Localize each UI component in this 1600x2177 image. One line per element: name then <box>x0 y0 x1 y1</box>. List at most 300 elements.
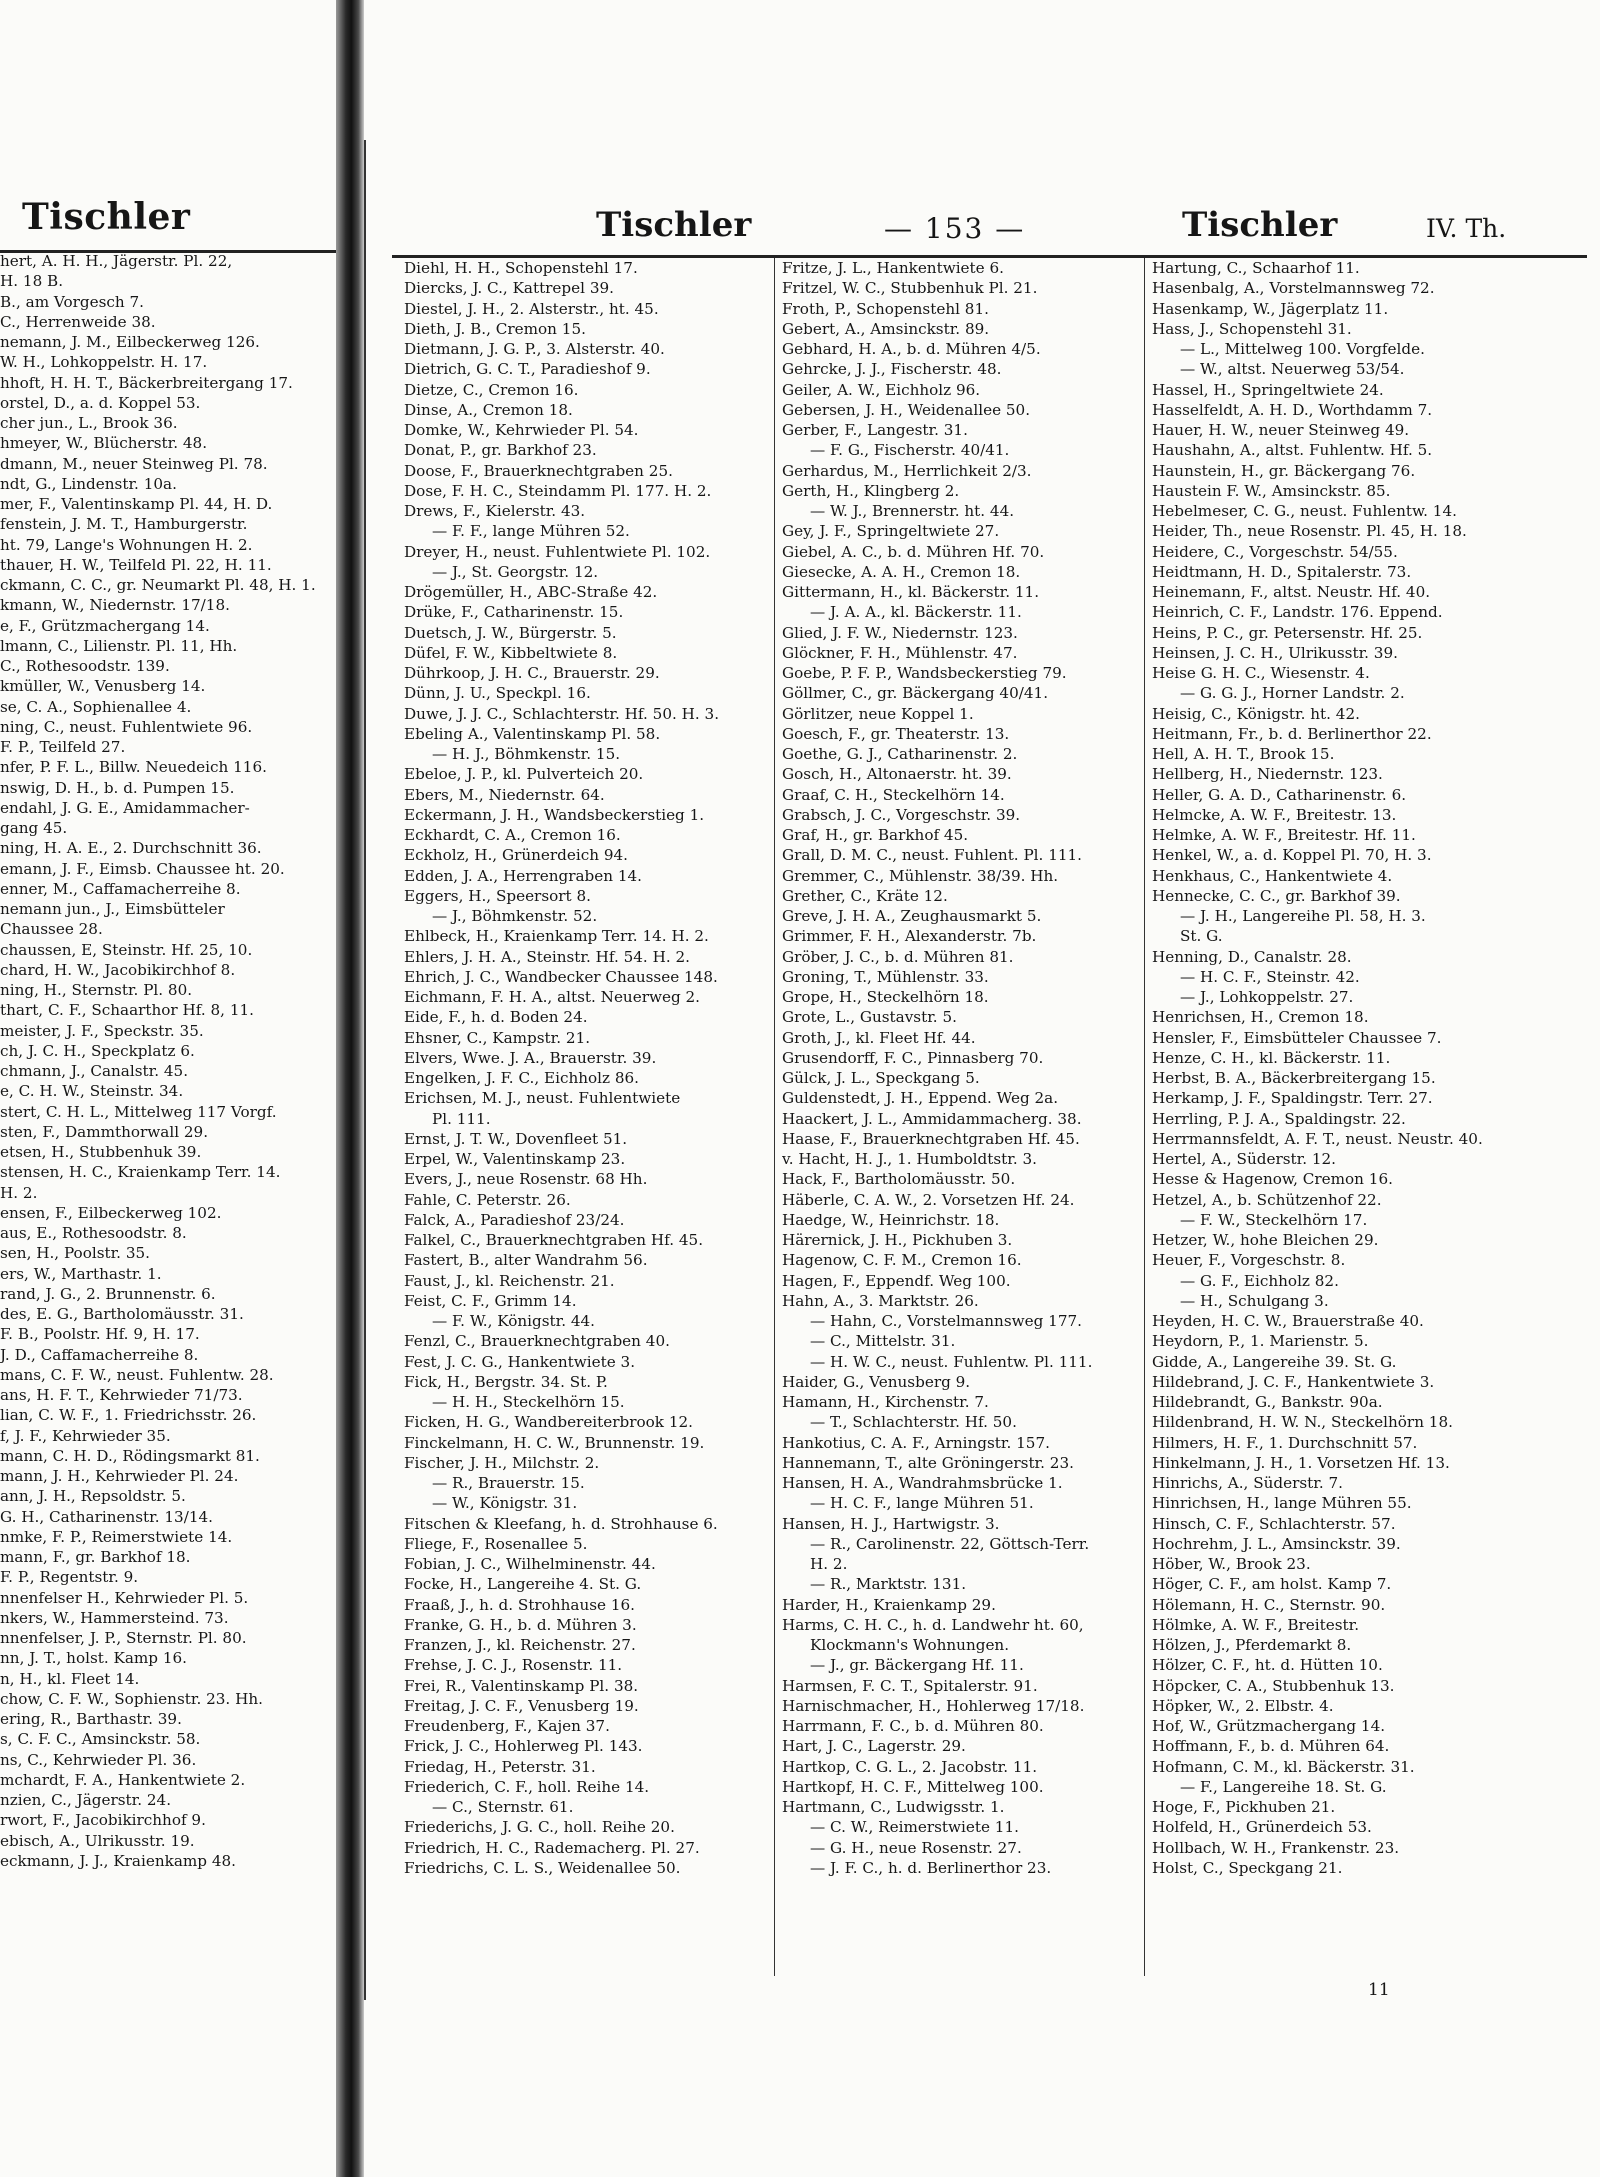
left-page <box>0 0 336 2177</box>
directory-entry: Gey, J. F., Springeltwiete 27. <box>782 522 1000 541</box>
directory-entry: Drews, F., Kielerstr. 43. <box>404 502 586 520</box>
directory-entry: — H. C. F., Steinstr. 42. <box>1180 967 1360 986</box>
directory-entry: — J. H., Langereihe Pl. 58, H. 3. <box>1180 907 1426 925</box>
left-page-entries <box>0 251 336 1871</box>
directory-entry: Harmsen, F. C. T., Spitalerstr. 91. <box>782 1676 1038 1695</box>
directory-entry: Grall, D. M. C., neust. Fuhlent. Pl. 111. <box>782 846 1083 865</box>
directory-entry: Hahn, A., 3. Marktstr. 26. <box>782 1291 979 1310</box>
directory-entry: Henkhaus, C., Hankentwiete 4. <box>1152 866 1393 885</box>
directory-entry: Eggers, H., Speersort 8. <box>404 886 591 905</box>
directory-entry: ndt, G., Lindenstr. 10a. <box>0 474 177 493</box>
left-page-heading: Tischler <box>22 196 191 238</box>
right-page <box>364 0 1600 2177</box>
directory-entry: Hof, W., Grützmachergang 14. <box>1152 1717 1386 1735</box>
directory-entry: Graf, H., gr. Barkhof 45. <box>782 826 969 844</box>
directory-entry: — R., Brauerstr. 15. <box>432 1474 585 1492</box>
directory-entry: Falkel, C., Brauerknechtgraben Hf. 45. <box>404 1231 704 1249</box>
directory-entry: Hensler, F., Eimsbütteler Chaussee 7. <box>1152 1028 1442 1047</box>
directory-entry: Dietmann, J. G. P., 3. Alsterstr. 40. <box>404 340 665 358</box>
directory-entry: Höpcker, C. A., Stubbenhuk 13. <box>1152 1676 1395 1695</box>
directory-entry: stert, C. H. L., Mittelweg 117 Vorgf. <box>0 1102 277 1121</box>
directory-entry: Haushahn, A., altst. Fuhlentw. Hf. 5. <box>1152 441 1433 460</box>
directory-entry: Höpker, W., 2. Elbstr. 4. <box>1152 1696 1334 1715</box>
directory-entry: F. P., Regentstr. 9. <box>0 1568 139 1587</box>
directory-entry: — W., Königstr. 31. <box>432 1494 578 1513</box>
directory-entry: Gosch, H., Altonaerstr. ht. 39. <box>782 765 1012 784</box>
directory-entry: Hinkelmann, J. H., 1. Vorsetzen Hf. 13. <box>1152 1453 1450 1472</box>
directory-entry: Härernick, J. H., Pickhuben 3. <box>782 1231 1013 1249</box>
directory-entry: — R., Marktstr. 131. <box>810 1575 967 1594</box>
directory-entry: Heidere, C., Vorgeschstr. 54/55. <box>1152 542 1398 561</box>
directory-entry: Fritze, J. L., Hankentwiete 6. <box>782 259 1004 277</box>
directory-entry: aus, E., Rothesoodstr. 8. <box>0 1224 187 1242</box>
directory-entry: Haunstein, H., gr. Bäckergang 76. <box>1152 461 1416 480</box>
directory-entry: Friedrich, H. C., Rademacherg. Pl. 27. <box>404 1838 700 1857</box>
directory-entry: Hannemann, T., alte Gröningerstr. 23. <box>782 1453 1074 1472</box>
directory-entry: — C. W., Reimerstwiete 11. <box>810 1818 1019 1837</box>
directory-entry: Hetzel, A., b. Schützenhof 22. <box>1152 1190 1382 1209</box>
directory-entry: Hauer, H. W., neuer Steinweg 49. <box>1152 421 1410 439</box>
directory-entry: Dinse, A., Cremon 18. <box>404 400 573 419</box>
directory-entry: Eckholz, H., Grünerdeich 94. <box>404 846 629 865</box>
directory-entry: — R., Carolinenstr. 22, Göttsch-Terr. <box>810 1534 1090 1553</box>
page-heading: Tischler <box>596 205 752 245</box>
directory-entry: St. G. <box>1180 927 1223 946</box>
directory-entry: ht. 79, Lange's Wohnungen H. 2. <box>0 535 253 554</box>
directory-entry: Friederich, C. F., holl. Reihe 14. <box>404 1777 650 1796</box>
directory-entry: Greve, J. H. A., Zeughausmarkt 5. <box>782 907 1042 925</box>
directory-entry: Gebhard, H. A., b. d. Mühren 4/5. <box>782 340 1041 358</box>
directory-entry: — H. W. C., neust. Fuhlentw. Pl. 111. <box>810 1352 1093 1371</box>
directory-entry: Hasenkamp, W., Jägerplatz 11. <box>1152 299 1389 318</box>
directory-entry: Gidde, A., Langereihe 39. St. G. <box>1152 1352 1397 1371</box>
directory-entry: gang 45. <box>0 819 68 837</box>
directory-entry: cher jun., L., Brook 36. <box>0 414 178 432</box>
directory-entry: Dietrich, G. C. T., Paradieshof 9. <box>404 360 651 379</box>
directory-entry: Friedag, H., Peterstr. 31. <box>404 1757 596 1776</box>
directory-entry: Hölzer, C. F., ht. d. Hütten 10. <box>1152 1656 1383 1675</box>
directory-entry: thart, C. F., Schaarthor Hf. 8, 11. <box>0 1001 254 1020</box>
directory-entry: Giesecke, A. A. H., Cremon 18. <box>782 562 1021 581</box>
directory-entry: Froth, P., Schopenstehl 81. <box>782 299 989 318</box>
directory-entry: Groning, T., Mühlenstr. 33. <box>782 967 989 986</box>
directory-entry: Gröber, J. C., b. d. Mühren 81. <box>782 947 1014 966</box>
directory-entry: Elvers, Wwe. J. A., Brauerstr. 39. <box>404 1048 657 1067</box>
directory-entry: nswig, D. H., b. d. Pumpen 15. <box>0 778 235 797</box>
directory-entry: Hölmke, A. W. F., Breitestr. <box>1152 1615 1360 1634</box>
directory-entry: Harnischmacher, H., Hohlerweg 17/18. <box>782 1696 1085 1715</box>
directory-entry: Ebeloe, J. P., kl. Pulverteich 20. <box>404 765 644 784</box>
directory-entry: Fobian, J. C., Wilhelminenstr. 44. <box>404 1555 656 1573</box>
directory-entry: G. H., Catharinenstr. 13/14. <box>0 1507 213 1526</box>
directory-entry: C., Herrenweide 38. <box>0 312 156 331</box>
directory-entry: Fischer, J. H., Milchstr. 2. <box>404 1453 600 1472</box>
directory-entry: Heidtmann, H. D., Spitalerstr. 73. <box>1152 562 1412 581</box>
directory-entry: Fastert, B., alter Wandrahm 56. <box>404 1251 648 1270</box>
directory-entry: Groth, J., kl. Fleet Hf. 44. <box>782 1028 976 1047</box>
directory-entry: Dieth, J. B., Cremon 15. <box>404 319 586 338</box>
directory-entry: — H. C. F., lange Mühren 51. <box>810 1494 1034 1513</box>
directory-entry: nzien, C., Jägerstr. 24. <box>0 1791 172 1809</box>
directory-entry: v. Hacht, H. J., 1. Humboldtstr. 3. <box>782 1150 1037 1168</box>
directory-entry: nnenfelser H., Kehrwieder Pl. 5. <box>0 1588 249 1607</box>
directory-entry: n, H., kl. Fleet 14. <box>0 1669 140 1688</box>
directory-entry: eckmann, J. J., Kraienkamp 48. <box>0 1851 236 1870</box>
directory-entry: ning, C., neust. Fuhlentwiete 96. <box>0 717 253 736</box>
directory-entry: Hinrichs, A., Süderstr. 7. <box>1152 1474 1343 1492</box>
directory-entry: Hildebrandt, G., Bankstr. 90a. <box>1152 1393 1383 1411</box>
directory-entry: enner, M., Caffamacherreihe 8. <box>0 879 241 898</box>
directory-entry: Ehsner, C., Kampstr. 21. <box>404 1028 591 1047</box>
directory-entry: e, F., Grützmachergang 14. <box>0 616 210 635</box>
directory-entry: Heydorn, P., 1. Marienstr. 5. <box>1152 1332 1369 1351</box>
directory-entry: — F., Langereihe 18. St. G. <box>1180 1777 1387 1796</box>
directory-entry: fenstein, J. M. T., Hamburgerstr. <box>0 515 248 534</box>
directory-entry: Goethe, G. J., Catharinenstr. 2. <box>782 745 1018 763</box>
directory-entry: — W., altst. Neuerweg 53/54. <box>1180 360 1405 379</box>
directory-entry: Hochrehm, J. L., Amsinckstr. 39. <box>1152 1534 1401 1553</box>
directory-entry: ering, R., Barthastr. 39. <box>0 1710 182 1728</box>
directory-entry: stensen, H. C., Kraienkamp Terr. 14. <box>0 1163 281 1182</box>
directory-entry: Fraaß, J., h. d. Strohhause 16. <box>404 1595 635 1614</box>
directory-entry: Holst, C., Speckgang 21. <box>1152 1858 1343 1877</box>
directory-entry: — H. J., Böhmkenstr. 15. <box>432 745 621 763</box>
directory-entry: s, C. F. C., Amsinckstr. 58. <box>0 1730 201 1749</box>
directory-entry: Grether, C., Kräte 12. <box>782 886 948 905</box>
directory-entry: Hertel, A., Süderstr. 12. <box>1152 1150 1336 1168</box>
directory-entry: Hass, J., Schopenstehl 31. <box>1152 319 1352 338</box>
directory-entry: Hart, J. C., Lagerstr. 29. <box>782 1737 966 1756</box>
directory-entry: Gremmer, C., Mühlenstr. 38/39. Hh. <box>782 866 1059 885</box>
directory-entry: — F. W., Königstr. 44. <box>432 1312 596 1330</box>
directory-entry: Heins, P. C., gr. Petersenstr. Hf. 25. <box>1152 623 1423 642</box>
directory-entry: Freitag, J. C. F., Venusberg 19. <box>404 1696 639 1715</box>
directory-entry: — J., Böhmkenstr. 52. <box>432 907 598 925</box>
directory-entry: Ficken, H. G., Wandbereiterbrook 12. <box>404 1413 693 1432</box>
directory-entry: Heller, G. A. D., Catharinenstr. 6. <box>1152 785 1407 804</box>
directory-entry: W. H., Lohkoppelstr. H. 17. <box>0 353 208 372</box>
directory-entry: Giebel, A. C., b. d. Mühren Hf. 70. <box>782 542 1045 561</box>
directory-entry: meister, J. F., Speckstr. 35. <box>0 1021 204 1040</box>
directory-entry: Drögemüller, H., ABC-Straße 42. <box>404 583 658 601</box>
directory-entry: Duetsch, J. W., Bürgerstr. 5. <box>404 623 617 642</box>
directory-entry: Fest, J. C. G., Hankentwiete 3. <box>404 1352 636 1371</box>
directory-entry: nemann, J. M., Eilbeckerweg 126. <box>0 333 260 351</box>
directory-entry: Graaf, C. H., Steckelhörn 14. <box>782 785 1005 804</box>
directory-entry: Holfeld, H., Grünerdeich 53. <box>1152 1818 1372 1837</box>
directory-entry: Friedrichs, C. L. S., Weidenallee 50. <box>404 1858 681 1877</box>
directory-entry: f, J. F., Kehrwieder 35. <box>0 1426 171 1445</box>
directory-entry: Frick, J. C., Hohlerweg Pl. 143. <box>404 1737 643 1756</box>
directory-entry: Gerber, F., Langestr. 31. <box>782 421 968 439</box>
directory-entry: — F. W., Steckelhörn 17. <box>1180 1210 1368 1229</box>
directory-entry: Gülck, J. L., Speckgang 5. <box>782 1069 980 1087</box>
directory-entry: ckmann, C. C., gr. Neumarkt Pl. 48, H. 1. <box>0 576 316 594</box>
directory-entry: Harrmann, F. C., b. d. Mühren 80. <box>782 1717 1044 1735</box>
directory-entry: mchardt, F. A., Hankentwiete 2. <box>0 1770 246 1789</box>
directory-entry: Franzen, J., kl. Reichenstr. 27. <box>404 1636 636 1654</box>
directory-entry: Fliege, F., Rosenallee 5. <box>404 1534 588 1553</box>
directory-entry: Dietze, C., Cremon 16. <box>404 380 579 399</box>
directory-entry: mann, C. H. D., Rödingsmarkt 81. <box>0 1446 260 1465</box>
directory-entry: Gerth, H., Klingberg 2. <box>782 481 960 500</box>
directory-entry: Herbst, B. A., Bäckerbreitergang 15. <box>1152 1069 1436 1087</box>
directory-entry: Eckermann, J. H., Wandsbeckerstieg 1. <box>404 805 705 824</box>
directory-entry: Dünn, J. U., Speckpl. 16. <box>404 684 591 703</box>
page-heading-right: Tischler <box>1182 205 1338 245</box>
directory-entry: — F. F., lange Mühren 52. <box>432 522 630 541</box>
directory-entry: Fitschen & Kleefang, h. d. Strohhause 6. <box>404 1514 718 1533</box>
directory-entry: Höber, W., Brook 23. <box>1152 1555 1311 1573</box>
directory-entry: Henning, D., Canalstr. 28. <box>1152 947 1352 966</box>
directory-entry: — J., St. Georgstr. 12. <box>432 562 599 581</box>
directory-entry: Engelken, J. F. C., Eichholz 86. <box>404 1069 640 1087</box>
directory-entry: J. D., Caffamacherreihe 8. <box>0 1345 199 1364</box>
directory-entry: Diercks, J. C., Kattrepel 39. <box>404 279 614 298</box>
directory-entry: Grabsch, J. C., Vorgeschstr. 39. <box>782 805 1021 824</box>
directory-entry: Helmke, A. W. F., Breitestr. Hf. 11. <box>1152 826 1416 844</box>
directory-entry: Heyden, H. C. W., Brauerstraße 40. <box>1152 1312 1424 1330</box>
directory-entry: hert, A. H. H., Jägerstr. Pl. 22, <box>0 252 233 270</box>
directory-entry: Harder, H., Kraienkamp 29. <box>782 1595 996 1614</box>
directory-entry: — H., Schulgang 3. <box>1180 1291 1329 1310</box>
directory-entry: Gebert, A., Amsinckstr. 89. <box>782 319 990 338</box>
directory-entry: Henze, C. H., kl. Bäckerstr. 11. <box>1152 1048 1391 1067</box>
directory-entry: Pl. 111. <box>432 1109 491 1128</box>
directory-entry: Duwe, J. J. C., Schlachterstr. Hf. 50. H. 3. <box>404 704 720 723</box>
directory-entry: — J., Lohkoppelstr. 27. <box>1180 988 1354 1006</box>
directory-entry: — T., Schlachterstr. Hf. 50. <box>810 1413 1017 1432</box>
directory-entry: F. P., Teilfeld 27. <box>0 738 126 756</box>
directory-entry: nemann jun., J., Eimsbütteler <box>0 900 225 918</box>
directory-entry: Faust, J., kl. Reichenstr. 21. <box>404 1271 615 1290</box>
directory-entry: Hoffmann, F., b. d. Mühren 64. <box>1152 1737 1390 1756</box>
directory-entry: thauer, H. W., Teilfeld Pl. 22, H. 11. <box>0 555 272 574</box>
directory-entry: Ehlbeck, H., Kraienkamp Terr. 14. H. 2. <box>404 927 709 946</box>
directory-entry: — G. H., neue Rosenstr. 27. <box>810 1838 1022 1857</box>
directory-entry: chow, C. F. W., Sophienstr. 23. Hh. <box>0 1689 263 1708</box>
directory-entry: Hartkopf, H. C. F., Mittelweg 100. <box>782 1777 1044 1796</box>
directory-entry: — J. A. A., kl. Bäckerstr. 11. <box>810 603 1022 622</box>
directory-entry: — J. F. C., h. d. Berlinerthor 23. <box>810 1858 1052 1877</box>
directory-entry: endahl, J. G. E., Amidammacher- <box>0 798 250 817</box>
directory-entry: Erichsen, M. J., neust. Fuhlentwiete <box>404 1089 681 1108</box>
directory-entry: Ehlers, J. H. A., Steinstr. Hf. 54. H. 2. <box>404 947 690 966</box>
directory-entry: ebisch, A., Ulrikusstr. 19. <box>0 1831 195 1850</box>
directory-entry: Häberle, C. A. W., 2. Vorsetzen Hf. 24. <box>782 1190 1075 1209</box>
directory-entry: des, E. G., Bartholomäusstr. 31. <box>0 1305 244 1323</box>
directory-entry: Hansen, H. J., Hartwigstr. 3. <box>782 1514 1000 1533</box>
directory-entry: Ebers, M., Niedernstr. 64. <box>404 785 605 804</box>
directory-entry: ns, C., Kehrwieder Pl. 36. <box>0 1750 197 1769</box>
directory-entry: Hildenbrand, H. W. N., Steckelhörn 18. <box>1152 1413 1453 1432</box>
directory-entry: Edden, J. A., Herrengraben 14. <box>404 866 643 885</box>
directory-entry: Helmcke, A. W. F., Breitestr. 13. <box>1152 805 1397 824</box>
directory-entry: Fritzel, W. C., Stubbenhuk Pl. 21. <box>782 279 1038 298</box>
directory-entry: Geiler, A. W., Eichholz 96. <box>782 380 981 399</box>
directory-entry: Hagen, F., Eppendf. Weg 100. <box>782 1271 1011 1290</box>
directory-entry: nn, J. T., holst. Kamp 16. <box>0 1649 188 1668</box>
directory-entry: Grote, L., Gustavstr. 5. <box>782 1008 957 1027</box>
directory-entry: Goesch, F., gr. Theaterstr. 13. <box>782 724 1010 743</box>
directory-entry: — G. F., Eichholz 82. <box>1180 1271 1339 1290</box>
directory-entry: sen, H., Poolstr. 35. <box>0 1244 150 1263</box>
directory-entry: Hartkop, C. G. L., 2. Jacobstr. 11. <box>782 1757 1038 1776</box>
directory-entry: ning, H. A. E., 2. Durchschnitt 36. <box>0 839 262 858</box>
directory-entry: Heinsen, J. C. H., Ulrikusstr. 39. <box>1152 643 1398 662</box>
directory-entry: Herrmannsfeldt, A. F. T., neust. Neustr. 40. <box>1152 1129 1483 1148</box>
directory-entry: Hell, A. H. T., Brook 15. <box>1152 745 1335 763</box>
directory-entry: sten, F., Dammthorwall 29. <box>0 1122 209 1141</box>
directory-entry: e, C. H. W., Steinstr. 34. <box>0 1082 184 1101</box>
directory-entry: mann, J. H., Kehrwieder Pl. 24. <box>0 1467 239 1485</box>
directory-entry: ch, J. C. H., Speckplatz 6. <box>0 1041 195 1060</box>
directory-entry: ann, J. H., Repsoldstr. 5. <box>0 1487 186 1506</box>
directory-entry: Glied, J. F. W., Niedernstr. 123. <box>782 623 1018 642</box>
directory-entry: ning, H., Sternstr. Pl. 80. <box>0 981 193 999</box>
directory-entry: Hoge, F., Pickhuben 21. <box>1152 1798 1336 1816</box>
directory-entry: mann, F., gr. Barkhof 18. <box>0 1548 191 1566</box>
directory-entry: Haider, G., Venusberg 9. <box>782 1372 971 1391</box>
directory-entry: — H. H., Steckelhörn 15. <box>432 1393 625 1411</box>
directory-entry: Goebe, P. F. P., Wandsbeckerstieg 79. <box>782 664 1067 682</box>
directory-entry: Hankotius, C. A. F., Arningstr. 157. <box>782 1433 1050 1452</box>
directory-entry: Ebeling A., Valentinskamp Pl. 58. <box>404 724 661 743</box>
directory-entry: Hilmers, H. F., 1. Durchschnitt 57. <box>1152 1433 1418 1452</box>
directory-entry: Düfel, F. W., Kibbeltwiete 8. <box>404 643 618 662</box>
directory-entry: Erpel, W., Valentinskamp 23. <box>404 1150 626 1168</box>
directory-entry: Frehse, J. C. J., Rosenstr. 11. <box>404 1656 623 1675</box>
directory-entry: Heisig, C., Königstr. ht. 42. <box>1152 704 1360 723</box>
directory-entry: Hellberg, H., Niedernstr. 123. <box>1152 765 1383 784</box>
directory-entry: Freudenberg, F., Kajen 37. <box>404 1717 610 1735</box>
directory-entry: Göllmer, C., gr. Bäckergang 40/41. <box>782 684 1049 703</box>
directory-entry: nkers, W., Hammersteind. 73. <box>0 1608 229 1627</box>
directory-entry: Haackert, J. L., Ammidammacherg. 38. <box>782 1109 1082 1128</box>
directory-entry: Heinemann, F., altst. Neustr. Hf. 40. <box>1152 583 1431 601</box>
directory-entry: rand, J. G., 2. Brunnenstr. 6. <box>0 1284 216 1303</box>
directory-entry: Ernst, J. T. W., Dovenfleet 51. <box>404 1129 628 1148</box>
directory-entry: Heinrich, C. F., Landstr. 176. Eppend. <box>1152 603 1443 622</box>
directory-entry: Grimmer, F. H., Alexanderstr. 7b. <box>782 927 1037 946</box>
directory-entry: Henrichsen, H., Cremon 18. <box>1152 1008 1369 1027</box>
directory-entry: H. 2. <box>810 1555 848 1573</box>
directory-entry: Domke, W., Kehrwieder Pl. 54. <box>404 421 639 439</box>
directory-entry: Drüke, F., Catharinenstr. 15. <box>404 603 624 622</box>
directory-entry: ans, H. F. T., Kehrwieder 71/73. <box>0 1386 243 1404</box>
directory-entry: nmke, F. P., Reimerstwiete 14. <box>0 1527 233 1546</box>
directory-entry: nnenfelser, J. P., Sternstr. Pl. 80. <box>0 1629 247 1647</box>
directory-entry: Fenzl, C., Brauerknechtgraben 40. <box>404 1332 670 1351</box>
directory-entry: Hartung, C., Schaarhof 11. <box>1152 259 1360 277</box>
directory-entry: Gehrcke, J. J., Fischerstr. 48. <box>782 360 1002 379</box>
directory-entry: Dreyer, H., neust. Fuhlentwiete Pl. 102. <box>404 542 711 561</box>
directory-entry: Fahle, C. Peterstr. 26. <box>404 1190 571 1209</box>
directory-entry: — C., Mittelstr. 31. <box>810 1332 956 1351</box>
directory-entry: Franke, G. H., b. d. Mühren 3. <box>404 1615 637 1634</box>
directory-entry: H. 18 B. <box>0 272 64 291</box>
directory-entry: lian, C. W. F., 1. Friedrichsstr. 26. <box>0 1406 257 1425</box>
directory-entry: Fick, H., Bergstr. 34. St. P. <box>404 1372 608 1391</box>
directory-entry: orstel, D., a. d. Koppel 53. <box>0 393 201 412</box>
directory-entry: nfer, P. F. L., Billw. Neuedeich 116. <box>0 758 267 777</box>
directory-entry: emann, J. F., Eimsb. Chaussee ht. 20. <box>0 859 285 878</box>
directory-entry: B., am Vorgesch 7. <box>0 292 145 311</box>
directory-entry: Guldenstedt, J. H., Eppend. Weg 2a. <box>782 1089 1059 1108</box>
directory-entry: ers, W., Marthastr. 1. <box>0 1264 162 1283</box>
directory-entry: Hassel, H., Springeltwiete 24. <box>1152 380 1384 399</box>
directory-entry: chaussen, E, Steinstr. Hf. 25, 10. <box>0 940 253 959</box>
directory-entry: Hack, F., Bartholomäusstr. 50. <box>782 1170 1016 1189</box>
directory-entry: Hennecke, C. C., gr. Barkhof 39. <box>1152 886 1401 905</box>
directory-entry: — J., gr. Bäckergang Hf. 11. <box>810 1656 1024 1675</box>
directory-entry: Falck, A., Paradieshof 23/24. <box>404 1210 625 1229</box>
directory-entry: Finckelmann, H. C. W., Brunnenstr. 19. <box>404 1433 705 1452</box>
column-divider <box>774 258 775 1976</box>
directory-entry: Chaussee 28. <box>0 920 103 939</box>
directory-entry: Hölzen, J., Pferdemarkt 8. <box>1152 1636 1352 1654</box>
directory-entry: Hagenow, C. F. M., Cremon 16. <box>782 1251 1022 1270</box>
directory-entry: Hansen, H. A., Wandrahmsbrücke 1. <box>782 1474 1063 1492</box>
directory-entry: dmann, M., neuer Steinweg Pl. 78. <box>0 454 268 473</box>
directory-entry: Harms, C. H. C., h. d. Landwehr ht. 60, <box>782 1615 1084 1634</box>
directory-entry: — Hahn, C., Vorstelmannsweg 177. <box>810 1312 1082 1330</box>
directory-entry: Eichmann, F. H. A., altst. Neuerweg 2. <box>404 988 700 1006</box>
directory-entry: Grope, H., Steckelhörn 18. <box>782 988 989 1006</box>
directory-entry: Haase, F., Brauerknechtgraben Hf. 45. <box>782 1129 1080 1148</box>
directory-entry: Hölemann, H. C., Sternstr. 90. <box>1152 1595 1386 1614</box>
directory-entry: Focke, H., Langereihe 4. St. G. <box>404 1575 642 1594</box>
directory-entry: Gebersen, J. H., Weidenallee 50. <box>782 400 1031 419</box>
directory-entry: Heuer, F., Vorgeschstr. 8. <box>1152 1251 1346 1270</box>
directory-entry: Dührkoop, J. H. C., Brauerstr. 29. <box>404 664 660 682</box>
directory-entry: Henkel, W., a. d. Koppel Pl. 70, H. 3. <box>1152 846 1432 865</box>
directory-entry: — C., Sternstr. 61. <box>432 1798 574 1816</box>
directory-entry: Hesse & Hagenow, Cremon 16. <box>1152 1170 1393 1189</box>
directory-entry: Hinrichsen, H., lange Mühren 55. <box>1152 1494 1412 1513</box>
directory-entry: Glöckner, F. H., Mühlenstr. 47. <box>782 643 1018 662</box>
directory-entry: Höger, C. F., am holst. Kamp 7. <box>1152 1575 1392 1594</box>
directory-entry: rwort, F., Jacobikirchhof 9. <box>0 1811 206 1830</box>
section-label: IV. Th. <box>1426 214 1507 243</box>
directory-entry: Feist, C. F., Grimm 14. <box>404 1291 577 1310</box>
directory-entry: — G. G. J., Horner Landstr. 2. <box>1180 684 1405 703</box>
directory-entry: lmann, C., Lilienstr. Pl. 11, Hh. <box>0 636 238 655</box>
directory-entry: Hetzer, W., hohe Bleichen 29. <box>1152 1231 1379 1249</box>
directory-entry: Donat, P., gr. Barkhof 23. <box>404 441 597 460</box>
book-gutter <box>336 0 364 2177</box>
directory-entry: Heitmann, Fr., b. d. Berlinerthor 22. <box>1152 724 1432 743</box>
directory-entry: Gittermann, H., kl. Bäckerstr. 11. <box>782 583 1040 601</box>
directory-entry: F. B., Poolstr. Hf. 9, H. 17. <box>0 1325 200 1344</box>
directory-entry: Frei, R., Valentinskamp Pl. 38. <box>404 1676 639 1695</box>
directory-column-2 <box>782 258 1150 1878</box>
directory-entry: se, C. A., Sophienallee 4. <box>0 697 192 716</box>
directory-entry: Grusendorff, F. C., Pinnasberg 70. <box>782 1048 1044 1067</box>
directory-entry: Evers, J., neue Rosenstr. 68 Hh. <box>404 1170 648 1189</box>
directory-entry: mans, C. F. W., neust. Fuhlentw. 28. <box>0 1365 274 1384</box>
directory-entry: Heise G. H. C., Wiesenstr. 4. <box>1152 664 1370 682</box>
directory-entry: Hinsch, C. F., Schlachterstr. 57. <box>1152 1514 1396 1533</box>
directory-entry: C., Rothesoodstr. 139. <box>0 657 170 675</box>
directory-entry: Haedge, W., Heinrichstr. 18. <box>782 1210 1000 1229</box>
directory-entry: chard, H. W., Jacobikirchhof 8. <box>0 960 236 979</box>
directory-entry: Hamann, H., Kirchenstr. 7. <box>782 1393 989 1411</box>
directory-entry: Doose, F., Brauerknechtgraben 25. <box>404 461 673 480</box>
directory-entry: Herrling, P. J. A., Spaldingstr. 22. <box>1152 1109 1406 1128</box>
directory-entry: chmann, J., Canalstr. 45. <box>0 1062 189 1080</box>
directory-entry: Hildebrand, J. C. F., Hankentwiete 3. <box>1152 1372 1435 1391</box>
